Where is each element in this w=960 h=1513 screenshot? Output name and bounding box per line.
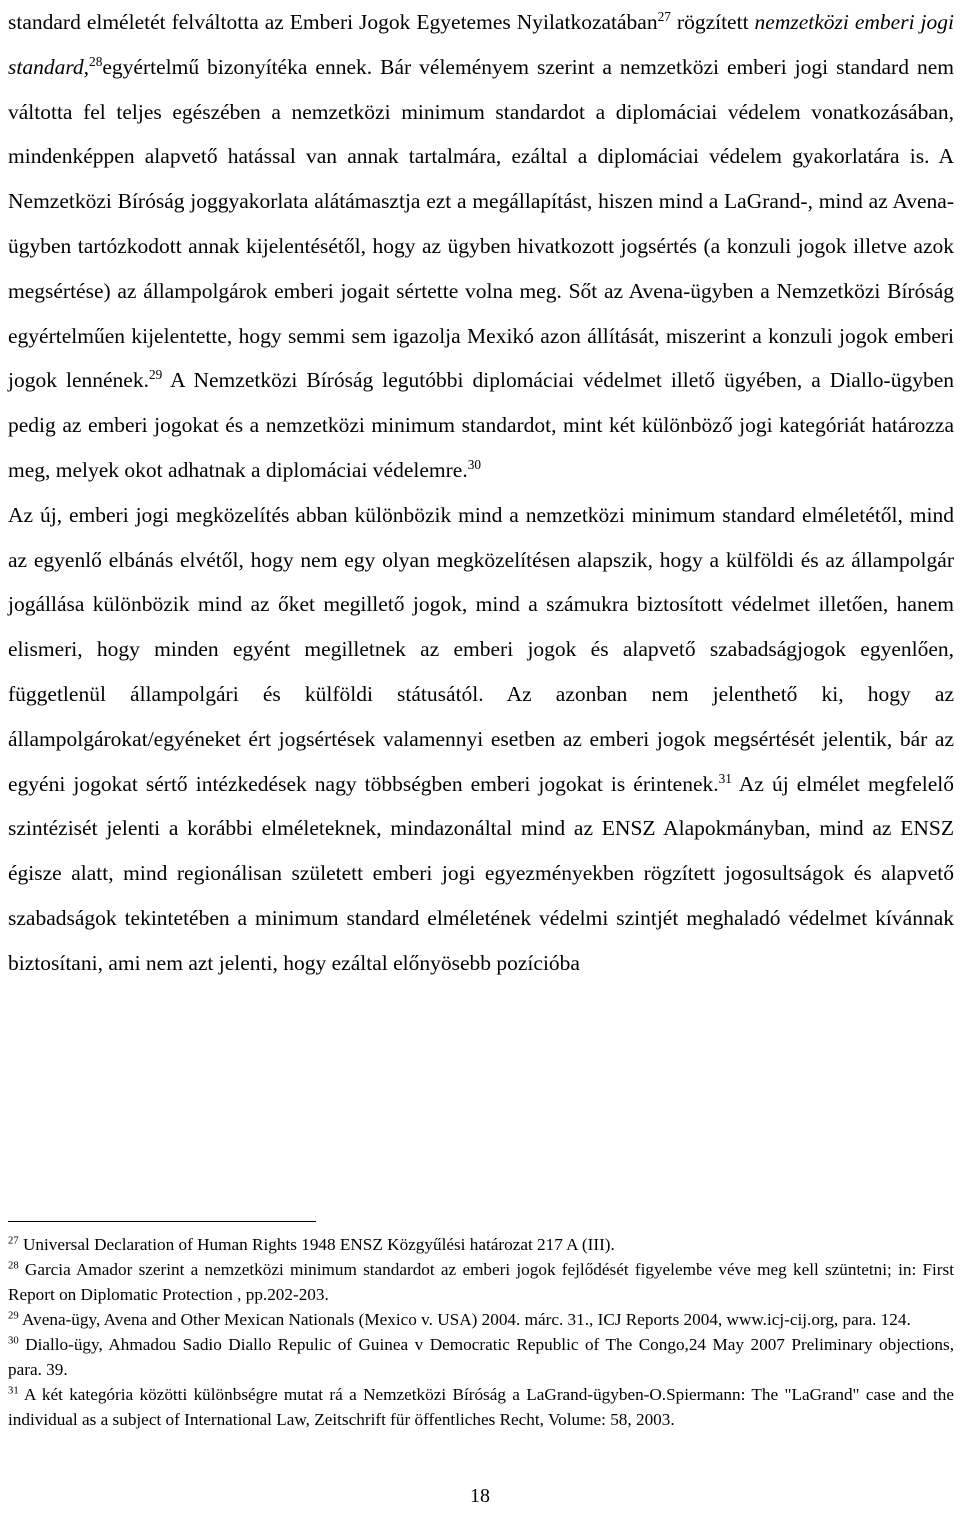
footnote-27: [8, 1232, 954, 1257]
footnote-31: [8, 1382, 954, 1432]
footnote-ref-28[interactable]: 28: [89, 53, 103, 69]
footnote-number: 28: [8, 1260, 19, 1272]
paragraph-2: [8, 493, 954, 986]
p1-text-3: egyértelmű bizonyítéka ennek. Bár véleményem szerint a nemzetközi emberi jogi standard nem váltotta fel teljes egészében a nemzetközi minimum standardot a diplomáciai védelem vonatkozásában, mindenképpen alapvető hatással van annak tartalmára, ezáltal a diplomáciai védelem gyakorlatára is. A Nemzetközi Bíróság joggyakorlata alátámasztja ezt a megállapítást, hiszen mind a LaGrand-, mind az Avena-ügyben tartózkodott annak kijelentésétől, hogy az ügyben hivatkozott jogsértés (a konzuli jogok illetve azok megsértése) az állampolgárok emberi jogait sértette volna meg. Sőt az Avena-ügyben a Nemzetközi Bíróság egyértelműen kijelentette, hogy semmi sem igazolja Mexikó azon állítását, miszerint a konzuli jogok emberi jogok lennének.: [8, 54, 954, 393]
footnote-ref-31[interactable]: 31: [718, 770, 732, 786]
footnote-30: [8, 1332, 954, 1382]
main-text: [8, 0, 954, 986]
p1-text-4: A Nemzetközi Bíróság legutóbbi diplomáciai védelmet illető ügyében, a Diallo-ügyben pedig az emberi jogokat és a nemzetközi minimum standardot, mint két különböző jogi kategóriát határozza meg, melyek okot adhatnak a diplomáciai védelemre.: [8, 368, 954, 482]
page-content: [8, 0, 954, 986]
footnotes: [8, 1232, 954, 1432]
footnote-number: 30: [8, 1335, 19, 1347]
p1-italic-phrase: nemzetközi emberi jogi standard,: [8, 10, 954, 79]
footnote-number: 27: [8, 1235, 19, 1247]
footnote-number: 31: [8, 1385, 19, 1397]
footnote-number: 29: [8, 1310, 19, 1322]
footnote-text: A két kategória közötti különbségre mutat rá a Nemzetközi Bíróság a LaGrand-ügyben-O.Spiermann: The "LaGrand" case and the individual as a subject of International Law, Zeitschrift für öffentliches Recht, Volume: 58, 2003.: [8, 1385, 954, 1429]
p1-text-2: rögzített: [670, 10, 755, 34]
footnote-text: Garcia Amador szerint a nemzetközi minimum standardot az emberi jogok fejlődését figyelembe véve meg kell szüntetni; in: First Report on Diplomatic Protection , pp.202-203.: [8, 1260, 954, 1304]
p2-text-1: Az új, emberi jogi megközelítés abban különbözik mind a nemzetközi minimum standard elméletétől, mind az egyenlő elbánás elvétől, hogy nem egy olyan megközelítésen alapszik, hogy a külföldi és az állampolgár jogállása különbözik mind az őket megillető jogok, mind a számukra biztosított védelmet illetően, hanem elismeri, hogy minden egyént megilletnek az emberi jogok és alapvető szabadságjogok egyenlően, függetlenül állampolgári és külföldi státusától. Az azonban nem jelenthető ki, hogy az állampolgárokat/egyéneket ért jogsértések valamennyi esetben az emberi jogok megsértését jelentik, bár az egyéni jogokat sértő intézkedések nagy többségben emberi jogokat is érintenek.: [8, 502, 954, 796]
footnote-ref-30[interactable]: 30: [467, 456, 482, 472]
page-number: 18: [470, 1485, 490, 1507]
footnote-28: [8, 1257, 954, 1307]
footnote-29: [8, 1307, 954, 1332]
footnote-ref-27[interactable]: 27: [657, 8, 671, 24]
p2-text-2: Az új elmélet megfelelő szintézisét jelenti a korábbi elméleteknek, mindazonáltal mind az ENSZ Alapokmányban, mind az ENSZ égisze alatt, mind regionálisan született emberi jogi egyezményekben rögzített jogosultságok és alapvető szabadságok tekintetében a minimum standard elméletének védelmi szintjét meghaladó védelmet kívánnak biztosítani, ami nem azt jelenti, hogy ezáltal előnyösebb pozícióba: [8, 771, 954, 975]
footnote-ref-29[interactable]: 29: [148, 367, 163, 383]
footnote-separator: [8, 1221, 316, 1222]
p1-text-1: standard elméletét felváltotta az Emberi Jogok Egyetemes Nyilatkozatában: [8, 10, 658, 34]
footnote-text: Avena-ügy, Avena and Other Mexican Nationals (Mexico v. USA) 2004. márc. 31., ICJ Reports 2004, www.icj-cij.org, para. 124.: [18, 1310, 911, 1329]
paragraph-1: [8, 0, 954, 493]
footnote-text: Diallo-ügy, Ahmadou Sadio Diallo Repulic of Guinea v Democratic Republic of The Congo,24 May 2007 Preliminary objections, para. 39.: [8, 1335, 954, 1379]
footnote-text: Universal Declaration of Human Rights 1948 ENSZ Közgyűlési határozat 217 A (III).: [18, 1235, 615, 1254]
